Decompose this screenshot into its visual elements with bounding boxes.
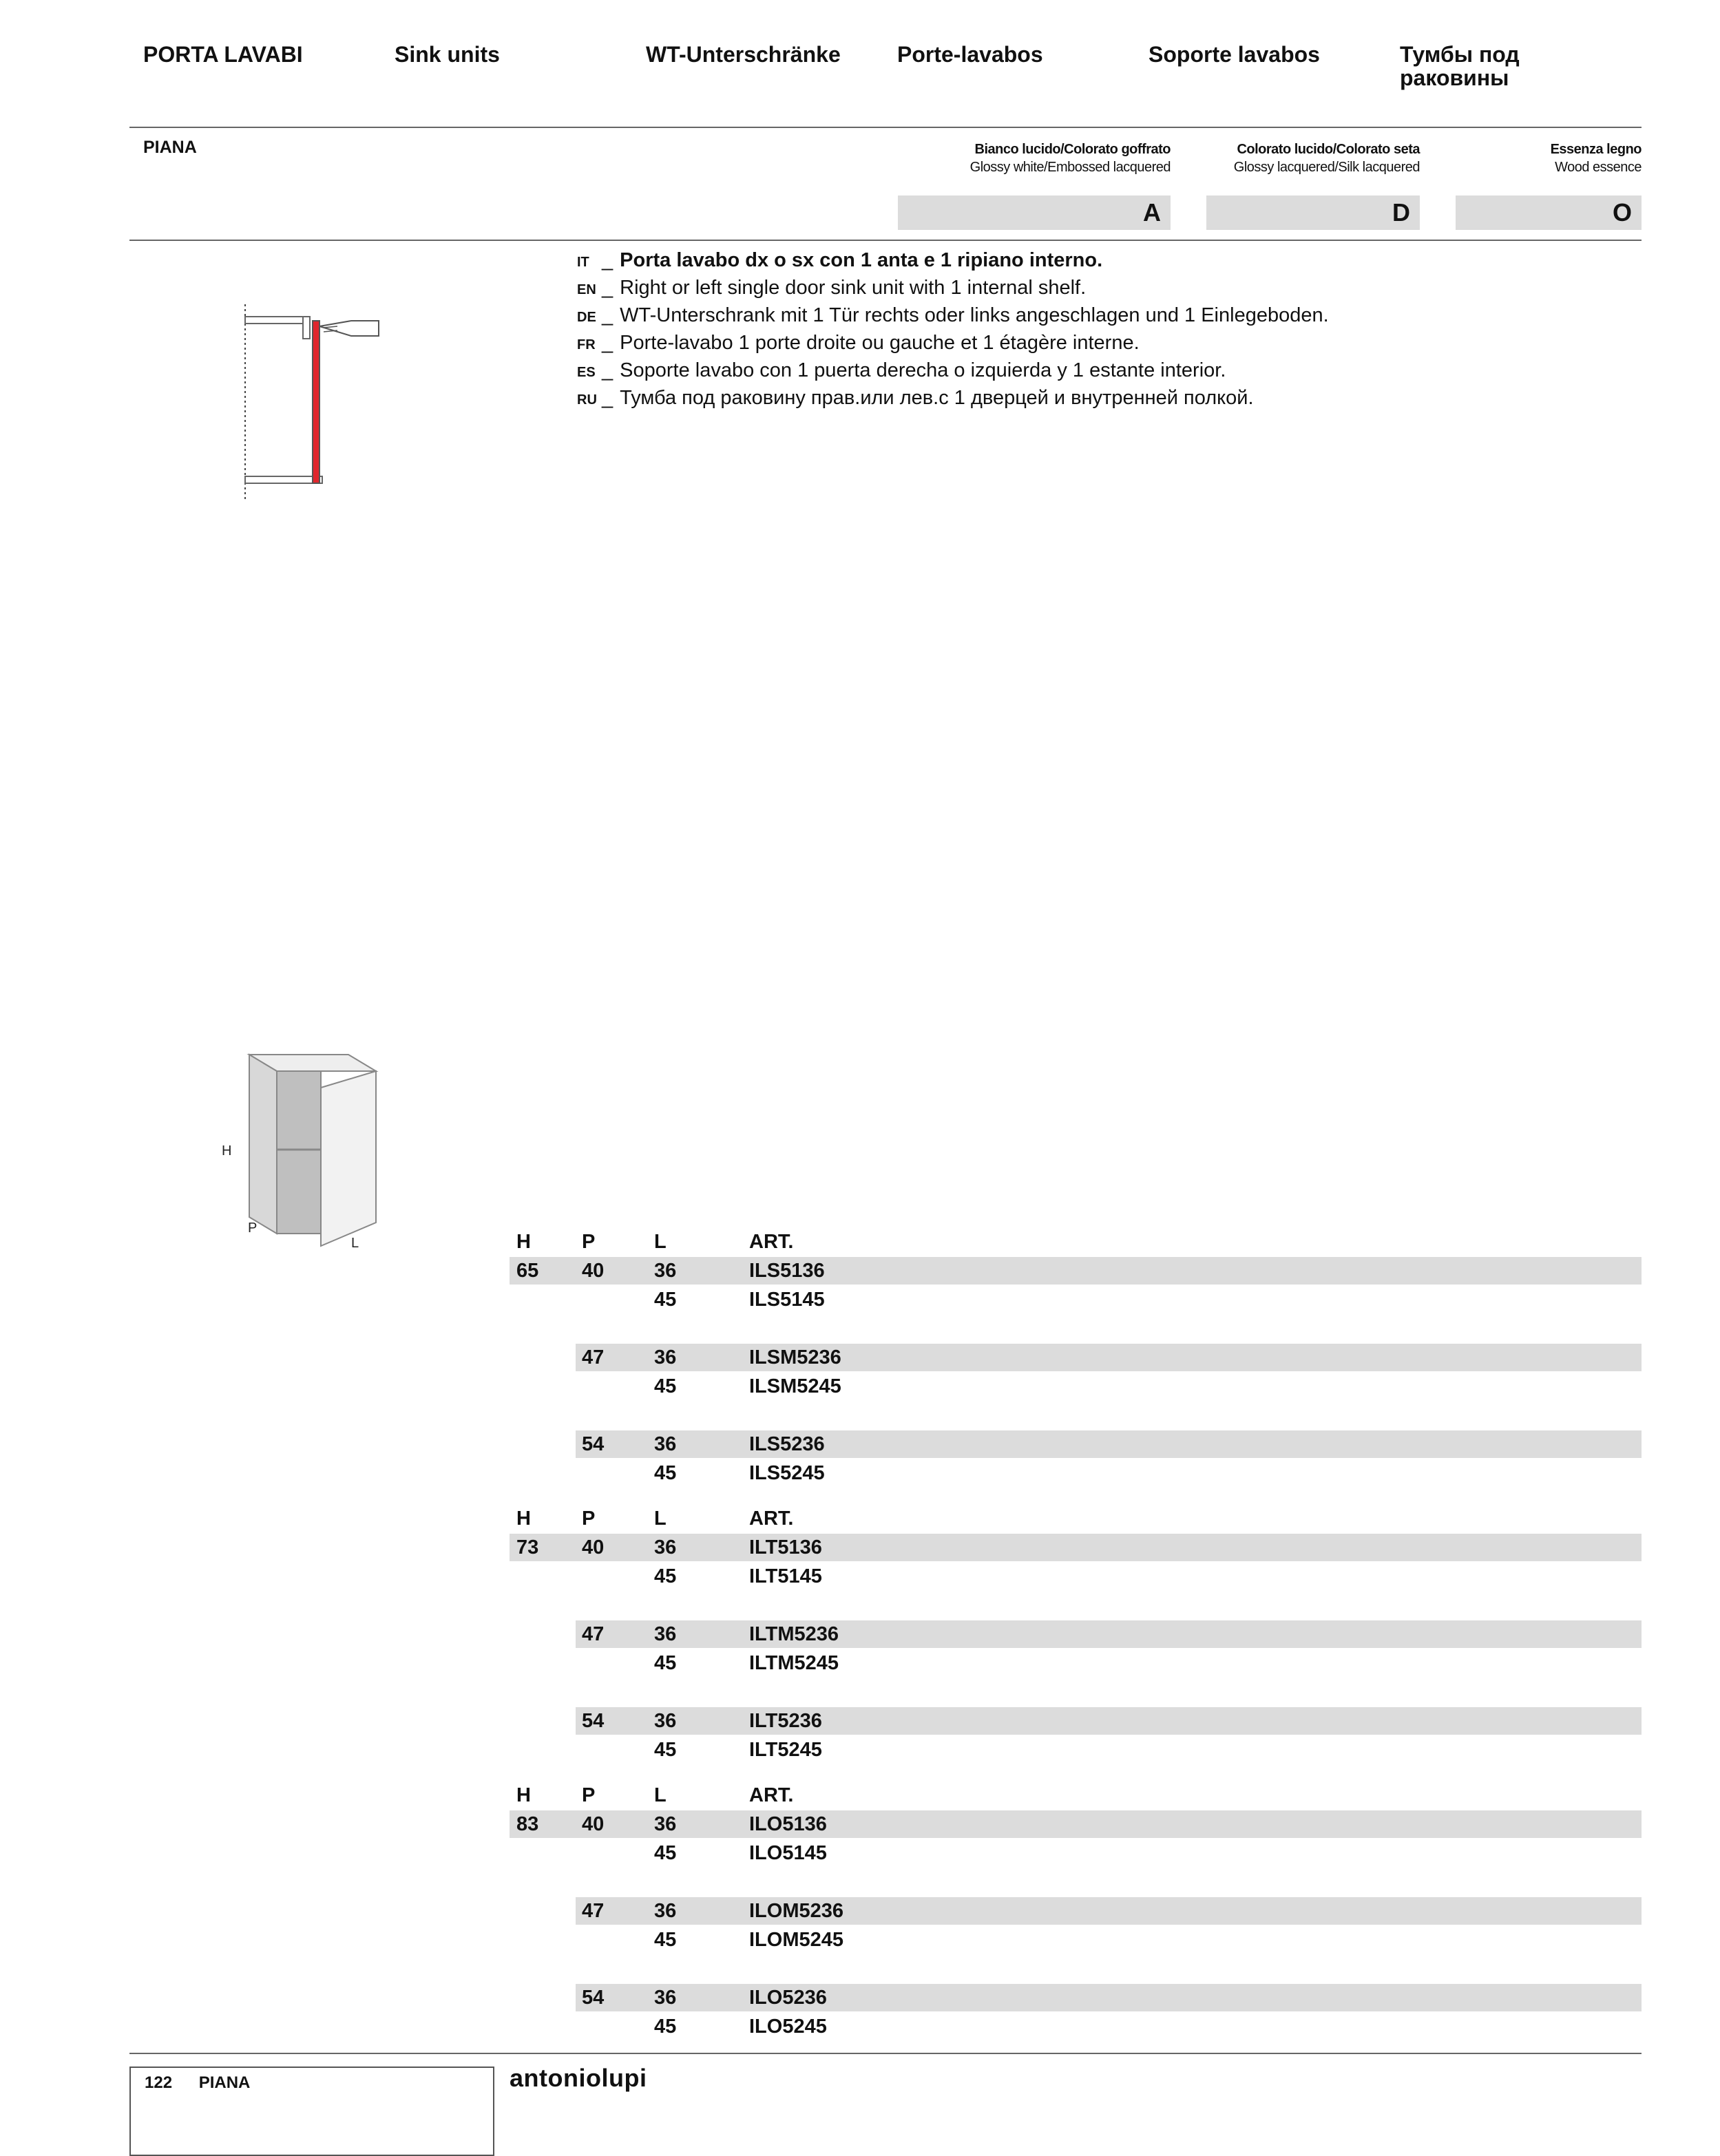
page-number: 122 xyxy=(145,2073,173,2092)
col-p: P xyxy=(582,1508,596,1530)
cell-art: ILS5245 xyxy=(749,1462,825,1484)
section-label: PIANA xyxy=(143,138,197,157)
table-row xyxy=(510,1257,1642,1285)
lang-code: DE xyxy=(577,310,596,325)
finish-d-subtitle: Glossy lacquered/Silk lacquered xyxy=(1233,160,1420,175)
col-h: H xyxy=(516,1508,531,1530)
col-h: H xyxy=(516,1231,531,1253)
col-l: L xyxy=(654,1784,667,1806)
cell-l: 45 xyxy=(654,1842,677,1864)
finish-d-title: Colorato lucido/Colorato seta xyxy=(1237,142,1420,157)
table-header xyxy=(510,1782,1642,1809)
cabinet-3d-drawing xyxy=(213,1046,392,1253)
header-title-en: Sink units xyxy=(395,42,500,67)
dim-label-h: H xyxy=(222,1143,232,1159)
table-row xyxy=(510,1649,1642,1677)
desc-fr: FR _ Porte-lavabo 1 porte droite ou gauche et 1 étagère interne. xyxy=(577,329,1140,359)
col-art: ART. xyxy=(749,1784,794,1806)
table-row xyxy=(510,1839,1642,1867)
finish-code-d: D xyxy=(1206,195,1420,230)
cell-art: ILTM5245 xyxy=(749,1652,839,1674)
table-row xyxy=(510,1563,1642,1590)
col-art: ART. xyxy=(749,1508,794,1530)
cell-art: ILT5145 xyxy=(749,1565,822,1587)
cell-art: ILO5136 xyxy=(749,1813,827,1835)
cell-art: ILOM5236 xyxy=(749,1900,843,1922)
cell-p: 40 xyxy=(582,1536,605,1558)
cell-h: 65 xyxy=(516,1260,539,1282)
cell-p: 54 xyxy=(582,1433,605,1455)
finish-a-title: Bianco lucido/Colorato goffrato xyxy=(974,142,1171,157)
cell-l: 36 xyxy=(654,1346,677,1368)
finish-o-label xyxy=(1551,140,1642,176)
col-h: H xyxy=(516,1784,531,1806)
cell-l: 45 xyxy=(654,1375,677,1397)
lang-code: FR xyxy=(577,337,596,352)
header-title-de: WT-Unterschränke xyxy=(646,42,841,67)
cell-art: ILS5145 xyxy=(749,1289,825,1311)
section-plan-diagram xyxy=(234,300,386,504)
header-title-fr: Porte-lavabos xyxy=(897,42,1043,67)
cell-l: 36 xyxy=(654,1536,677,1558)
desc-text: Soporte lavabo con 1 puerta derecha o izquierda y 1 estante interior. xyxy=(620,359,1226,381)
col-l: L xyxy=(654,1231,667,1253)
col-l: L xyxy=(654,1508,667,1530)
cell-l: 36 xyxy=(654,1813,677,1835)
header-title-es: Soporte lavabos xyxy=(1149,42,1320,67)
table-row xyxy=(510,1620,1642,1648)
cell-p: 47 xyxy=(582,1346,605,1368)
lang-code: IT xyxy=(577,255,589,270)
finish-a-subtitle: Glossy white/Embossed lacquered xyxy=(969,160,1171,175)
lang-code: RU xyxy=(577,392,597,408)
cell-p: 40 xyxy=(582,1260,605,1282)
cell-art: ILO5236 xyxy=(749,1987,827,2009)
lang-code: ES xyxy=(577,365,596,380)
cell-art: ILO5245 xyxy=(749,2016,827,2038)
cell-l: 36 xyxy=(654,1987,677,2009)
cell-art: ILOM5245 xyxy=(749,1929,843,1951)
cell-p: 47 xyxy=(582,1900,605,1922)
cell-p: 47 xyxy=(582,1623,605,1645)
cell-art: ILSM5236 xyxy=(749,1346,841,1368)
table-row xyxy=(510,1459,1642,1487)
cell-l: 45 xyxy=(654,1739,677,1761)
cell-p: 40 xyxy=(582,1813,605,1835)
cell-l: 36 xyxy=(654,1433,677,1455)
desc-en: EN _ Right or left single door sink unit with 1 internal shelf. xyxy=(577,274,1086,304)
cell-l: 45 xyxy=(654,1565,677,1587)
finish-rule xyxy=(129,240,1642,241)
cell-h: 83 xyxy=(516,1813,539,1835)
footer-section: PIANA xyxy=(198,2073,251,2092)
desc-text: Porta lavabo dx o sx con 1 anta e 1 ripiano interno. xyxy=(620,249,1103,271)
cell-art: ILS5136 xyxy=(749,1260,825,1282)
finish-o-subtitle: Wood essence xyxy=(1555,160,1642,175)
footer-rule xyxy=(129,2053,1642,2054)
cell-l: 45 xyxy=(654,1462,677,1484)
cell-l: 36 xyxy=(654,1900,677,1922)
table-header xyxy=(510,1505,1642,1532)
table-row xyxy=(510,1286,1642,1313)
desc-text: Right or left single door sink unit with 1 internal shelf. xyxy=(620,277,1087,299)
finish-d-label xyxy=(1234,140,1420,176)
cell-l: 36 xyxy=(654,1710,677,1732)
table-row xyxy=(510,1430,1642,1458)
dim-label-l: L xyxy=(351,1236,359,1251)
cell-l: 45 xyxy=(654,1652,677,1674)
header-title-ru: Тумбы под раковины xyxy=(1400,42,1520,90)
cell-art: ILT5136 xyxy=(749,1536,822,1558)
table-row xyxy=(510,1810,1642,1838)
cell-l: 36 xyxy=(654,1623,677,1645)
cell-art: ILO5145 xyxy=(749,1842,827,1864)
table-row xyxy=(510,1534,1642,1561)
finish-code-a: A xyxy=(898,195,1171,230)
table-row xyxy=(510,1344,1642,1371)
desc-text: WT-Unterschrank mit 1 Tür rechts oder links angeschlagen und 1 Einlegeboden. xyxy=(620,304,1329,326)
desc-it: IT _ Porta lavabo dx o sx con 1 anta e 1 ripiano interno. xyxy=(577,246,1102,276)
table-row xyxy=(510,1897,1642,1925)
desc-es: ES _ Soporte lavabo con 1 puerta derecha o izquierda y 1 estante interior. xyxy=(577,357,1226,386)
desc-ru: RU _ Тумба под раковину прав.или лев.с 1 дверцей и внутренней полкой. xyxy=(577,384,1254,414)
header-rule xyxy=(129,127,1642,128)
footer-page-info xyxy=(145,2073,250,2093)
finish-o-title: Essenza legno xyxy=(1550,142,1642,157)
lang-code: EN xyxy=(577,282,596,297)
col-p: P xyxy=(582,1784,596,1806)
cell-art: ILTM5236 xyxy=(749,1623,839,1645)
finish-code-o: O xyxy=(1456,195,1642,230)
desc-text: Тумба под раковину прав.или лев.с 1 дверцей и внутренней полкой. xyxy=(620,387,1254,409)
table-header xyxy=(510,1228,1642,1256)
col-p: P xyxy=(582,1231,596,1253)
cell-l: 45 xyxy=(654,1289,677,1311)
cell-art: ILSM5245 xyxy=(749,1375,841,1397)
cell-h: 73 xyxy=(516,1536,539,1558)
cell-l: 36 xyxy=(654,1260,677,1282)
cell-art: ILT5236 xyxy=(749,1710,822,1732)
cell-l: 45 xyxy=(654,2016,677,2038)
cell-art: ILT5245 xyxy=(749,1739,822,1761)
desc-de: DE _ WT-Unterschrank mit 1 Tür rechts oder links angeschlagen und 1 Einlegeboden. xyxy=(577,302,1329,331)
table-row xyxy=(510,1707,1642,1735)
cell-art: ILS5236 xyxy=(749,1433,825,1455)
dim-label-p: P xyxy=(248,1220,258,1236)
col-art: ART. xyxy=(749,1231,794,1253)
desc-text: Porte-lavabo 1 porte droite ou gauche et 1 étagère interne. xyxy=(620,332,1140,354)
header-title-it: PORTA LAVABI xyxy=(143,42,303,67)
cell-p: 54 xyxy=(582,1987,605,2009)
finish-a-label xyxy=(970,140,1171,176)
table-row xyxy=(510,1984,1642,2011)
table-row xyxy=(510,1736,1642,1764)
table-row xyxy=(510,1373,1642,1400)
cell-l: 45 xyxy=(654,1929,677,1951)
cell-p: 54 xyxy=(582,1710,605,1732)
table-row xyxy=(510,1926,1642,1954)
brand-logo: antoniolupi xyxy=(510,2064,647,2092)
table-row xyxy=(510,2013,1642,2040)
